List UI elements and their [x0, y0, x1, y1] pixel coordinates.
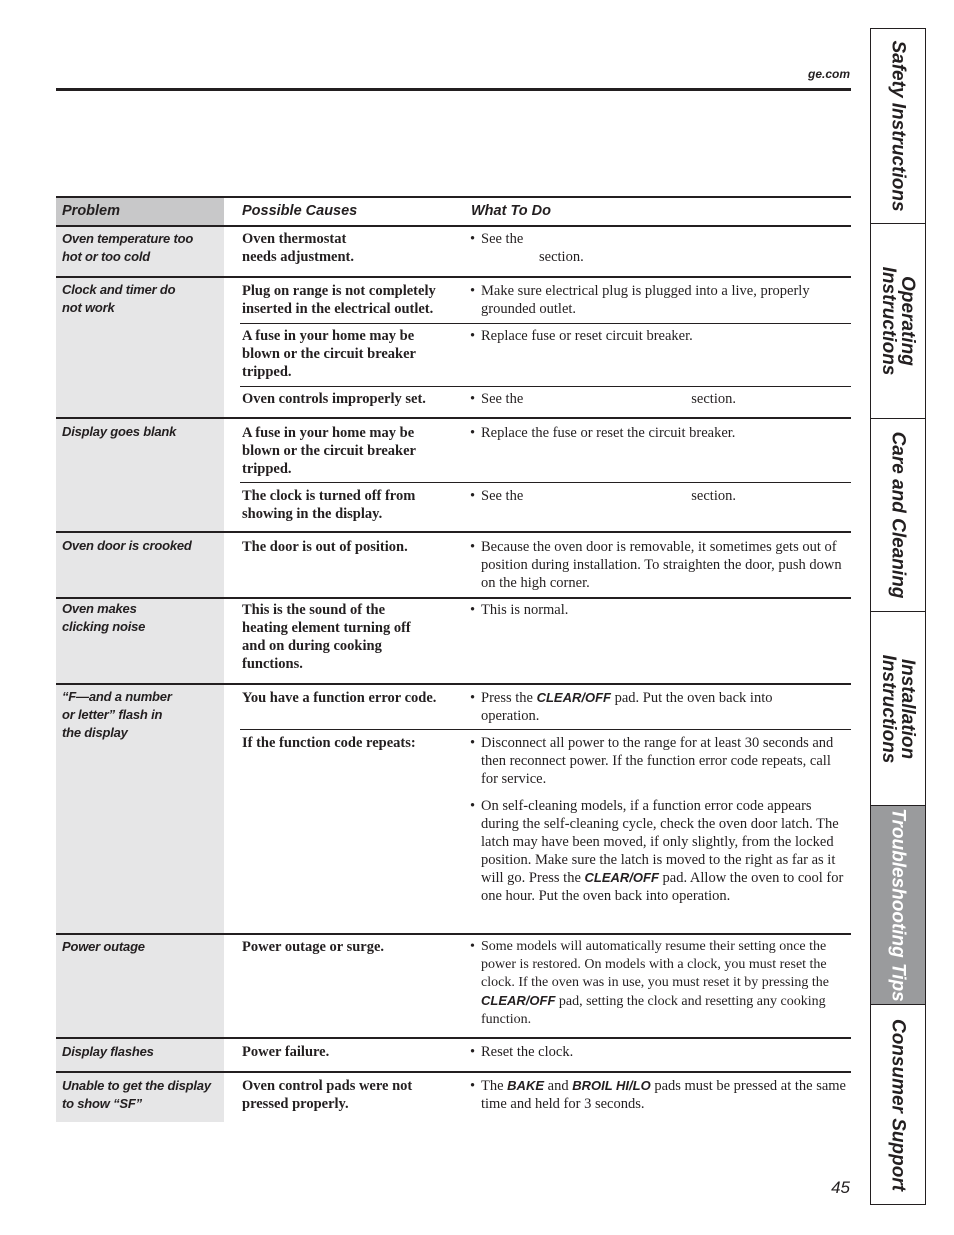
problem-label: Oven temperature too hot or too cold [62, 231, 194, 264]
tab-consumer-support[interactable] [871, 1005, 925, 1204]
tab-label: Care and Cleaning [887, 431, 909, 599]
todo-text: • See the section. [470, 231, 584, 265]
todo-text: • See the section. [470, 488, 736, 504]
tab-label: Operating Instructions [878, 266, 918, 376]
row-divider [56, 683, 851, 685]
todo-text: • Disconnect all power to the range for at least 30 seconds and then reconnect power. If the function error code repeats, call for service. [470, 735, 834, 787]
page-number: 45 [831, 1178, 850, 1197]
cause-text: Power failure. [242, 1044, 330, 1060]
problem-label: Clock and timer do not work [62, 282, 176, 315]
cause-text: This is the sound of the heating element turning off and on during cooking functions. [242, 602, 411, 672]
todo-text: • Reset the clock. [470, 1044, 574, 1060]
bake-pad-label: BAKE [507, 1078, 545, 1093]
tab-label: Installation Instructions [878, 654, 918, 763]
cause-text: Oven control pads were not pressed properly. [242, 1078, 413, 1112]
problem-label: “F—and a number or letter” flash in the display [62, 689, 172, 740]
tab-label: Consumer Support [887, 1018, 909, 1191]
cause-text: Power outage or surge. [242, 939, 385, 955]
problem-label: Oven door is crooked [62, 538, 192, 553]
cause-text: The clock is turned off from showing in the display. [242, 488, 416, 522]
todo-text: • On self-cleaning models, if a function error code appears during the self-cleaning cycle, check the oven door latch. The latch may have been moved, if only slightly, from the locked position. Make sure the latch is moved to the right as far as it will go. Press the CLEAR/OFF pad. Allow the oven to cool for one hour. Put the oven back into operation. [470, 798, 844, 904]
cause-divider [240, 482, 851, 483]
row-divider [56, 1071, 851, 1073]
tab-operating-instructions[interactable] [871, 224, 925, 419]
tab-care-and-cleaning[interactable] [871, 419, 925, 612]
tab-safety-instructions[interactable] [871, 29, 925, 224]
row-divider [56, 933, 851, 935]
cause-text: A fuse in your home may be blown or the circuit breaker tripped. [242, 328, 416, 380]
tab-label: Safety Instructions [887, 40, 909, 212]
cause-text: A fuse in your home may be blown or the circuit breaker tripped. [242, 425, 416, 477]
row-divider [56, 1037, 851, 1039]
causes-column-header: Possible Causes [242, 203, 358, 219]
todo-text: • Because the oven door is removable, it sometimes gets out of position during installation. To straighten the door, push down on the high corner. [470, 539, 842, 591]
todo-text: • This is normal. [470, 602, 569, 618]
cause-text: Plug on range is not completely inserted in the electrical outlet. [242, 283, 436, 317]
todo-text: • See the section. [470, 391, 736, 407]
cause-text: Oven thermostat needs adjustment. [242, 231, 354, 265]
problem-label: Display goes blank [62, 424, 177, 439]
problem-label: Unable to get the display to show “SF” [62, 1078, 211, 1111]
clear-off-pad-label: CLEAR/OFF [584, 870, 659, 885]
todo-text: • The BAKE and BROIL HI/LO pads must be pressed at the same time and held for 3 seconds. [470, 1078, 846, 1112]
cause-divider [240, 729, 851, 730]
todo-text: • Make sure electrical plug is plugged into a live, properly grounded outlet. [470, 283, 810, 317]
cause-text: The door is out of position. [242, 539, 408, 555]
clear-off-pad-label: CLEAR/OFF [536, 690, 611, 705]
tab-installation-instructions[interactable] [871, 612, 925, 806]
todo-text: • Replace the fuse or reset the circuit breaker. [470, 425, 736, 441]
problem-column-header: Problem [62, 203, 121, 219]
todo-text: • Press the CLEAR/OFF pad. Put the oven back into operation. [470, 690, 773, 724]
todo-text: • Some models will automatically resume their setting once the power is restored. On models with a clock, you must reset the clock. If the oven was in use, you must reset it by pressing the CLEAR/OFF pad, setting the clock and resetting any cooking function. [470, 939, 829, 1027]
row-divider [56, 417, 851, 419]
top-rule [56, 88, 851, 91]
cause-divider [240, 323, 851, 324]
row-divider [56, 597, 851, 599]
problem-label: Display flashes [62, 1044, 154, 1059]
broil-pad-label: BROIL HI/LO [572, 1078, 651, 1093]
todo-column-header: What To Do [471, 203, 551, 219]
cause-text: You have a function error code. [242, 690, 437, 706]
row-divider [56, 531, 851, 533]
row-divider [56, 276, 851, 278]
problem-label: Power outage [62, 939, 145, 954]
cause-divider [240, 386, 851, 387]
problem-label: Oven makes clicking noise [62, 601, 146, 634]
todo-text: • Replace fuse or reset circuit breaker. [470, 328, 693, 344]
clear-off-pad-label: CLEAR/OFF [481, 993, 556, 1008]
cause-text: Oven controls improperly set. [242, 391, 426, 407]
table-header [56, 196, 851, 227]
tab-troubleshooting-tips[interactable] [871, 806, 925, 1005]
cause-text: If the function code repeats: [242, 735, 416, 751]
site-url: ge.com [807, 67, 850, 81]
tab-label: Troubleshooting Tips [887, 808, 909, 1002]
section-tabs [870, 28, 926, 1205]
